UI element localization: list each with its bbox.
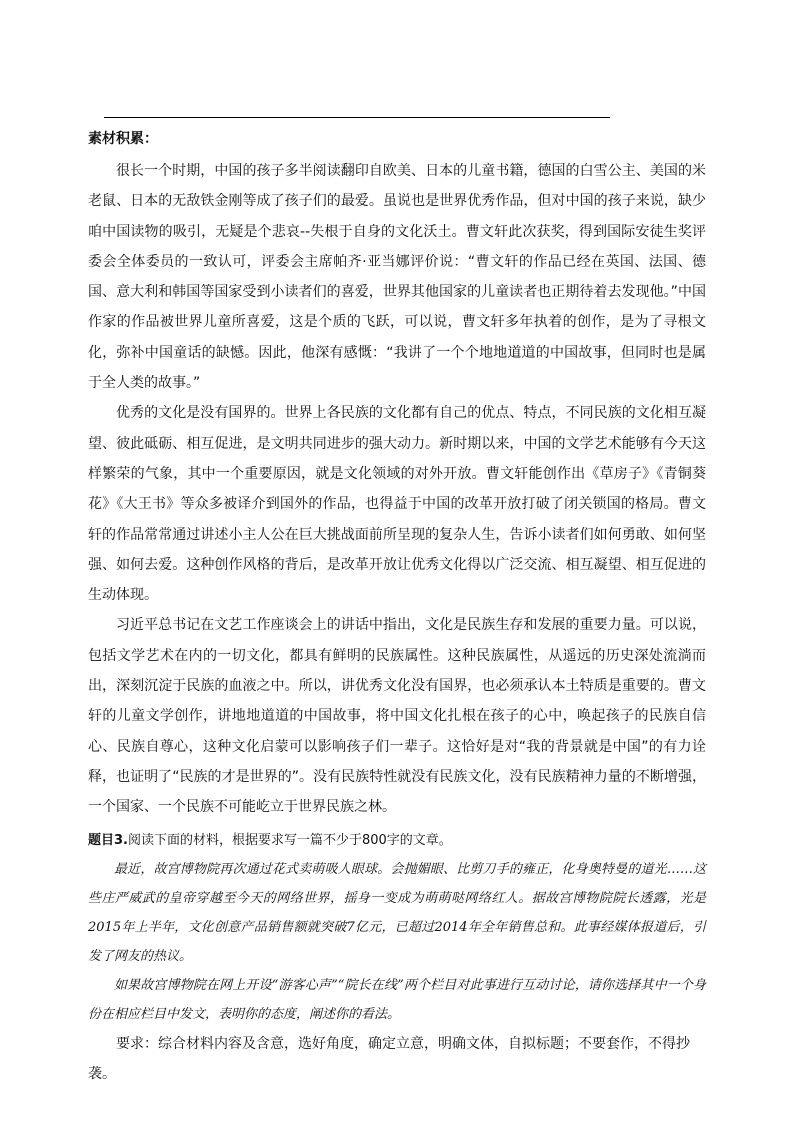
section-title: 素材积累：: [88, 131, 158, 147]
question-text: 阅读下面的材料，根据要求写一篇不少于800字的文章。: [127, 832, 452, 848]
question-heading: [88, 827, 706, 855]
material-paragraph-2: 如果故宫博物院在网上开设“游客心声”“院长在线”两个栏目对此事进行互动讨论，请你选择其中一个身份在相应栏目中发文，表明你的态度，阐述你的看法。: [88, 977, 706, 1022]
paragraph-3: 习近平总书记在文艺工作座谈会上的讲话中指出，文化是民族生存和发展的重要力量。可以说，包括文学艺术在内的一切文化，都具有鲜明的民族属性。这种民族属性，从遥远的历史深处流淌而出，深刻沉淀于民族的血液之中。所以，讲优秀文化没有国界，也必须承认本土特质是重要的。曹文轩的儿童文学创作，讲地地道道的中国故事，将中国文化扎根在孩子的心中，唤起孩子的民族自信心、民族自尊心，这种文化启蒙可以影响孩子们一辈子。这恰好是对“我的背景就是中国”的有力诠释，也证明了“民族的才是世界的”。没有民族特性就没有民族文化，没有民族精神力量的不断增强，一个国家、一个民族不可能屹立于世界民族之林。: [88, 617, 706, 816]
paragraph-1: 很长一个时期，中国的孩子多半阅读翻印自欧美、日本的儿童书籍，德国的白雪公主、美国的米老鼠、日本的无敌铁金刚等成了孩子们的最爱。虽说也是世界优秀作品，但对中国的孩子来说，缺少咱中国读物的吸引，无疑是个悲哀--失根于自身的文化沃土。曹文轩此次获奖，得到国际安徒生奖评委会全体委员的一致认可，评委会主席帕齐·亚当娜评价说：“曹文轩的作品已经在英国、法国、德国、意大利和韩国等国家受到小读者们的喜爱，世界其他国家的儿童读者也正期待着去发现他。”中国作家的作品被世界儿童所喜爱，这是个质的飞跃，可以说，曹文轩多年执着的创作，是为了寻根文化，弥补中国童话的缺憾。因此，他深有感慨：“我讲了一个个地地道道的中国故事，但同时也是属于全人类的故事。”: [88, 163, 706, 392]
question-label: 题目3.: [88, 832, 128, 848]
material-paragraph-1: 最近，故宫博物院再次通过花式卖萌吸人眼球。会抛媚眼、比剪刀手的雍正，化身奥特曼的道光……这些庄严威武的皇帝穿越至今天的网络世界，摇身一变成为萌萌哒网络红人。据故宫博物院院长透露，光是2015年上半年，文化创意产品销售额就突破7亿元，已超过2014年全年销售总和。此事经媒体报道后，引发了网友的热议。: [88, 861, 706, 964]
document-body: [88, 128, 706, 1089]
header-rule: [104, 117, 610, 118]
paragraph-2: 优秀的文化是没有国界的。世界上各民族的文化都有自己的优点、特点，不同民族的文化相互凝望、彼此砥砺、相互促进，是文明共同进步的强大动力。新时期以来，中国的文学艺术能够有今天这样繁荣的气象，其中一个重要原因，就是文化领域的对外开放。曹文轩能创作出《草房子》《青铜葵花》《大王书》等众多被译介到国外的作品，也得益于中国的改革开放打破了闭关锁国的格局。曹文轩的作品常常通过讲述小主人公在巨大挑战面前所呈现的复杂人生，告诉小读者们如何勇敢、如何坚强、如何去爱。这种创作风格的背后，是改革开放让优秀文化得以广泛交流、相互凝望、相互促进的生动体现。: [88, 405, 706, 604]
requirement-text: 要求：综合材料内容及含意，选好角度，确定立意，明确文体，自拟标题；不要套作，不得抄袭。: [88, 1035, 690, 1082]
